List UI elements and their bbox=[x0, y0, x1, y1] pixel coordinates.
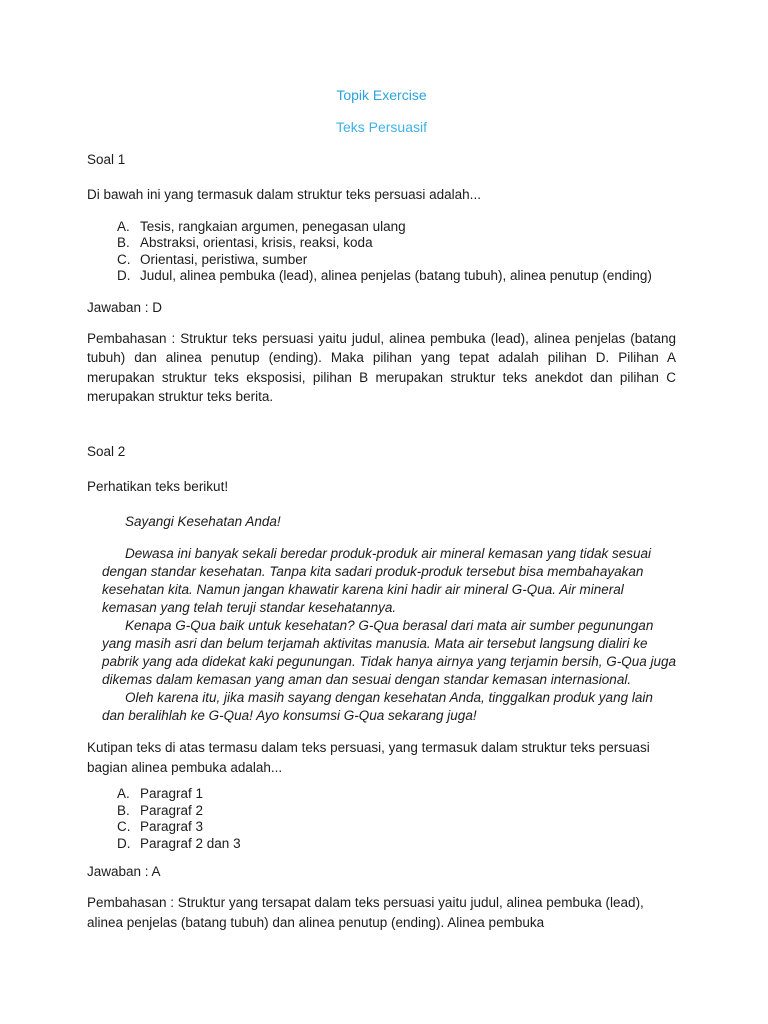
passage-paragraph-2: Kenapa G-Qua baik untuk kesehatan? G-Qua berasal dari mata air sumber pegunungan yang masih asri dan belum terjamah aktivitas manusia. Mata air tersebut langsung dialiri ke pabrik yang ada didekat kaki pegunungan. Tidak hanya airnya yang terjamin bersih, G-Qua juga dikemas dalam kemasan yang aman dan sesuai dengan standar kemasan internasional. bbox=[102, 618, 676, 687]
option-letter: A. bbox=[117, 218, 130, 234]
option-text: Paragraf 2 bbox=[140, 802, 204, 818]
option-text: Abstraksi, orientasi, krisis, reaksi, koda bbox=[140, 235, 373, 250]
soal2-passage bbox=[102, 513, 676, 725]
soal2-intro: Perhatikan teks berikut! bbox=[87, 478, 229, 494]
option-letter: C. bbox=[117, 251, 131, 267]
passage-paragraph-1: Dewasa ini banyak sekali beredar produk-produk air mineral kemasan yang tidak sesuai dengan standar kesehatan. Tanpa kita sadari produk-produk tersebut bisa membahayakan kesehatan kita. Namun jangan khawatir karena kini hadir air mineral G-Qua. Air mineral kemasan yang telah teruji standar kesehatannya. bbox=[102, 546, 652, 615]
soal1-label: Soal 1 bbox=[87, 152, 126, 167]
option-letter: D. bbox=[117, 268, 131, 283]
soal2-options bbox=[87, 786, 676, 852]
soal2-discussion: Pembahasan : Struktur yang tersapat dalam teks persuasi yaitu judul, alinea pembuka (lead), alinea penjelas (batang tubuh) dan alinea penutup (ending). Alinea pembuka bbox=[87, 895, 644, 930]
option-letter: A. bbox=[117, 786, 130, 801]
soal2-option-a bbox=[87, 786, 676, 803]
option-text: Judul, alinea pembuka (lead), alinea penjelas (batang tubuh), alinea penutup (ending) bbox=[140, 268, 652, 283]
document-title-line-2: Teks Persuasif bbox=[335, 119, 428, 135]
option-text: Tesis, rangkaian argumen, penegasan ulang bbox=[140, 218, 406, 234]
passage-paragraph-3: Oleh karena itu, jika masih sayang dengan kesehatan Anda, tinggalkan produk yang lain dan beralihlah ke G-Qua! Ayo konsumsi G-Qua sekarang juga! bbox=[102, 690, 653, 723]
soal2-question: Kutipan teks di atas termasu dalam teks persuasi, yang termasuk dalam struktur teks persuasi bagian alinea pembuka adalah... bbox=[87, 740, 650, 775]
option-text: Paragraf 1 bbox=[140, 786, 204, 801]
soal2-option-c bbox=[87, 819, 676, 836]
soal1-options bbox=[87, 219, 676, 285]
option-text: Orientasi, peristiwa, sumber bbox=[140, 251, 308, 267]
soal1-answer: Jawaban : D bbox=[87, 299, 163, 315]
soal1-option-a bbox=[87, 219, 676, 236]
option-text: Paragraf 3 bbox=[140, 819, 204, 834]
soal1-question: Di bawah ini yang termasuk dalam struktur teks persuasi adalah... bbox=[87, 187, 481, 202]
option-letter: B. bbox=[117, 235, 130, 250]
soal1-option-c bbox=[87, 252, 676, 269]
soal1-discussion: Pembahasan : Struktur teks persuasi yaitu judul, alinea pembuka (lead), alinea penjelas (batang tubuh) dan alinea penutup (ending). Maka pilihan yang tepat adalah pilihan D. Pilihan A merupakan struktur teks eksposisi, pilihan B merupakan struktur teks anekdot dan pilihan C merupakan struktur teks berita. bbox=[87, 330, 676, 404]
soal2-label: Soal 2 bbox=[87, 443, 126, 459]
passage-title: Sayangi Kesehatan Anda! bbox=[125, 514, 281, 529]
soal1-option-d bbox=[87, 268, 676, 285]
soal2-answer: Jawaban : A bbox=[87, 864, 161, 879]
option-letter: B. bbox=[117, 802, 130, 818]
soal2-option-d bbox=[87, 836, 676, 853]
document-title-line-1: Topik Exercise bbox=[336, 87, 427, 103]
soal1-option-b bbox=[87, 235, 676, 252]
option-letter: D. bbox=[117, 835, 131, 851]
soal2-option-b bbox=[87, 803, 676, 820]
option-letter: C. bbox=[117, 819, 131, 834]
option-text: Paragraf 2 dan 3 bbox=[140, 835, 241, 851]
